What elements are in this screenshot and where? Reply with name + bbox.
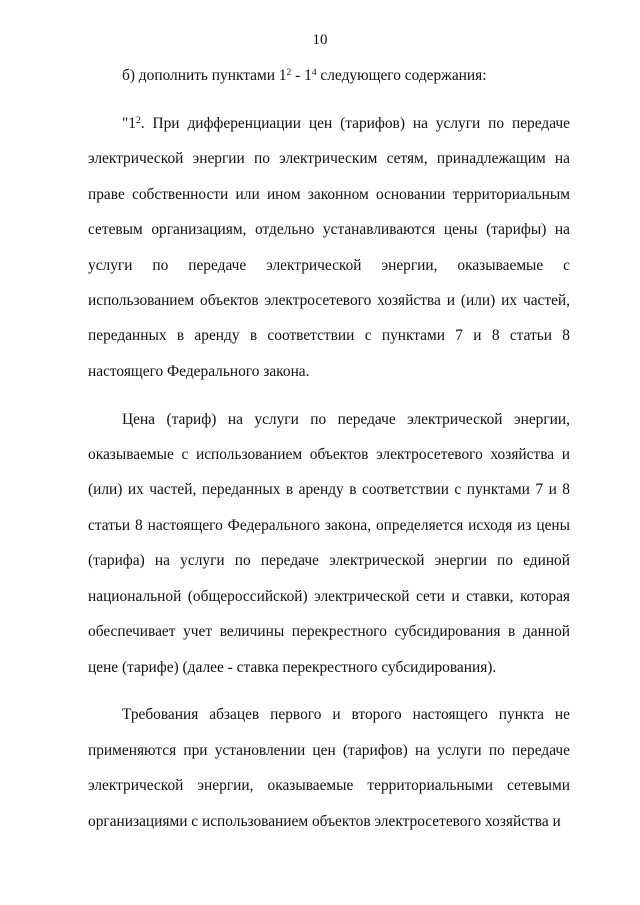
- intro-text-before: б) дополнить пунктами 1: [122, 67, 287, 84]
- intro-superscript-start: 2: [286, 66, 292, 78]
- document-body: [88, 58, 570, 839]
- intro-superscript-end: 4: [311, 66, 317, 78]
- paragraph-1-superscript: 2: [135, 114, 141, 126]
- amendment-intro: [88, 58, 570, 93]
- page-number: 10: [312, 32, 328, 48]
- paragraph-2: Цена (тариф) на услуги по передаче электрической энергии, оказываемые с использованием объектов электросетевого хозяйства и (или) их частей, переданных в аренду в соответствии с пунктами 7 и 8 статьи 8 настоящего Федерального закона, определяется исходя из цены (тарифа) на услуги по передаче электрической энергии по единой национальной (общероссийской) электрической сети и ставки, которая обеспечивает учет величины перекрестного субсидирования в данной цене (тарифе) (далее - ставка перекрестного субсидирования).: [88, 410, 570, 676]
- intro-text-after: следующего содержания:: [316, 67, 487, 84]
- intro-text-middle: - 1: [291, 67, 312, 84]
- paragraph-3: Требования абзацев первого и второго настоящего пункта не применяются при установлении цен (тарифов) на услуги по передаче электрической энергии, оказываемые территориальными сетевыми организациями с использованием объектов электросетевого хозяйства и: [88, 706, 570, 830]
- paragraph-1-prefix: "1: [122, 114, 136, 132]
- paragraph-1-text: . При дифференциации цен (тарифов) на услуги по передаче электрической энергии по электрическим сетям, принадлежащим на праве собственности или ином законном основании территориальным сетевым организациям, отдельно устанавливаются цены (тарифы) на услуги по передаче электрической энергии, оказываемые с использованием объектов электросетевого хозяйства и (или) их частей, переданных в аренду в соответствии с пунктами 7 и 8 статьи 8 настоящего Федерального закона.: [88, 114, 570, 380]
- paragraph-1: [88, 106, 570, 389]
